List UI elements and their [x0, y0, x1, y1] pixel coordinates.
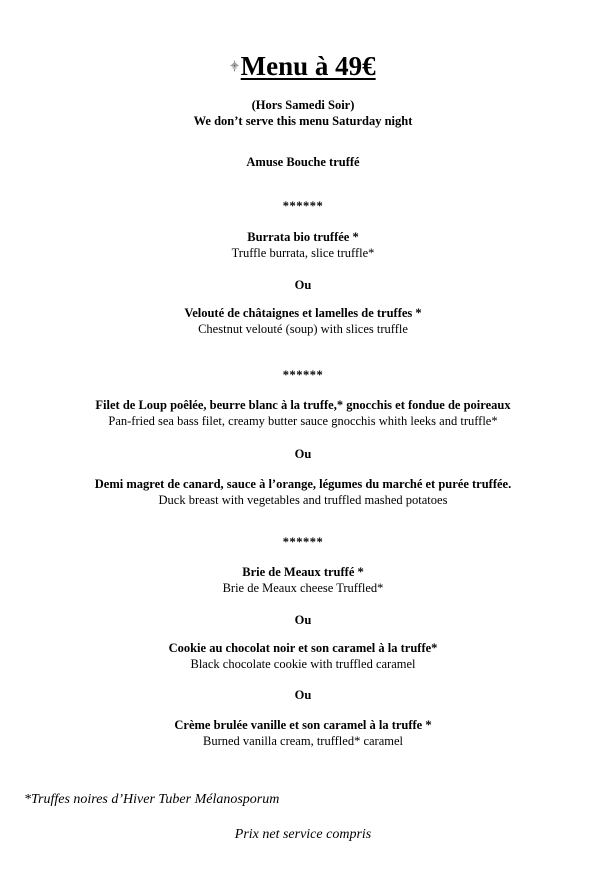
notice-en: We don’t serve this menu Saturday night	[193, 114, 413, 128]
truffle-footnote: *Truffes noires d’Hiver Tuber Mélanosporum	[24, 792, 280, 807]
notice-fr: (Hors Samedi Soir)	[251, 98, 355, 112]
starter-1-en: Truffle burrata, slice truffle*	[231, 246, 375, 260]
dessert-3-fr: Crème brulée vanille et son caramel à la truffe *	[174, 718, 432, 732]
or-desserts-1: Ou	[294, 613, 312, 627]
menu-title-text: Menu à 49€	[240, 51, 376, 81]
main-1-en: Pan-fried sea bass filet, creamy butter sauce gnocchis whith leeks and truffle*	[108, 414, 498, 428]
dessert-2-en: Black chocolate cookie with truffled caramel	[190, 657, 416, 671]
title-ornament-icon: ⸎	[230, 62, 239, 71]
main-2-fr: Demi magret de canard, sauce à l’orange, légumes du marché et purée truffée.	[94, 477, 512, 491]
menu-title	[0, 50, 606, 82]
starter-2-fr: Velouté de châtaignes et lamelles de truffes *	[184, 306, 422, 320]
dessert-1-fr: Brie de Meaux truffé *	[242, 565, 364, 579]
amuse-bouche: Amuse Bouche truffé	[246, 155, 360, 169]
or-mains: Ou	[294, 447, 312, 461]
price-note: Prix net service compris	[234, 827, 372, 842]
separator-3: ******	[282, 535, 324, 549]
or-desserts-2: Ou	[294, 688, 312, 702]
main-2-en: Duck breast with vegetables and truffled mashed potatoes	[158, 493, 448, 507]
main-1-fr: Filet de Loup poêlée, beurre blanc à la truffe,* gnocchis et fondue de poireaux	[95, 398, 511, 412]
dessert-3-en: Burned vanilla cream, truffled* caramel	[202, 734, 404, 748]
or-starters: Ou	[294, 278, 312, 292]
separator-2: ******	[282, 368, 324, 382]
separator-1: ******	[282, 199, 324, 213]
dessert-2-fr: Cookie au chocolat noir et son caramel à la truffe*	[168, 641, 438, 655]
starter-2-en: Chestnut velouté (soup) with slices truffle	[198, 322, 408, 336]
dessert-1-en: Brie de Meaux cheese Truffled*	[222, 581, 384, 595]
starter-1-fr: Burrata bio truffée *	[247, 230, 359, 244]
